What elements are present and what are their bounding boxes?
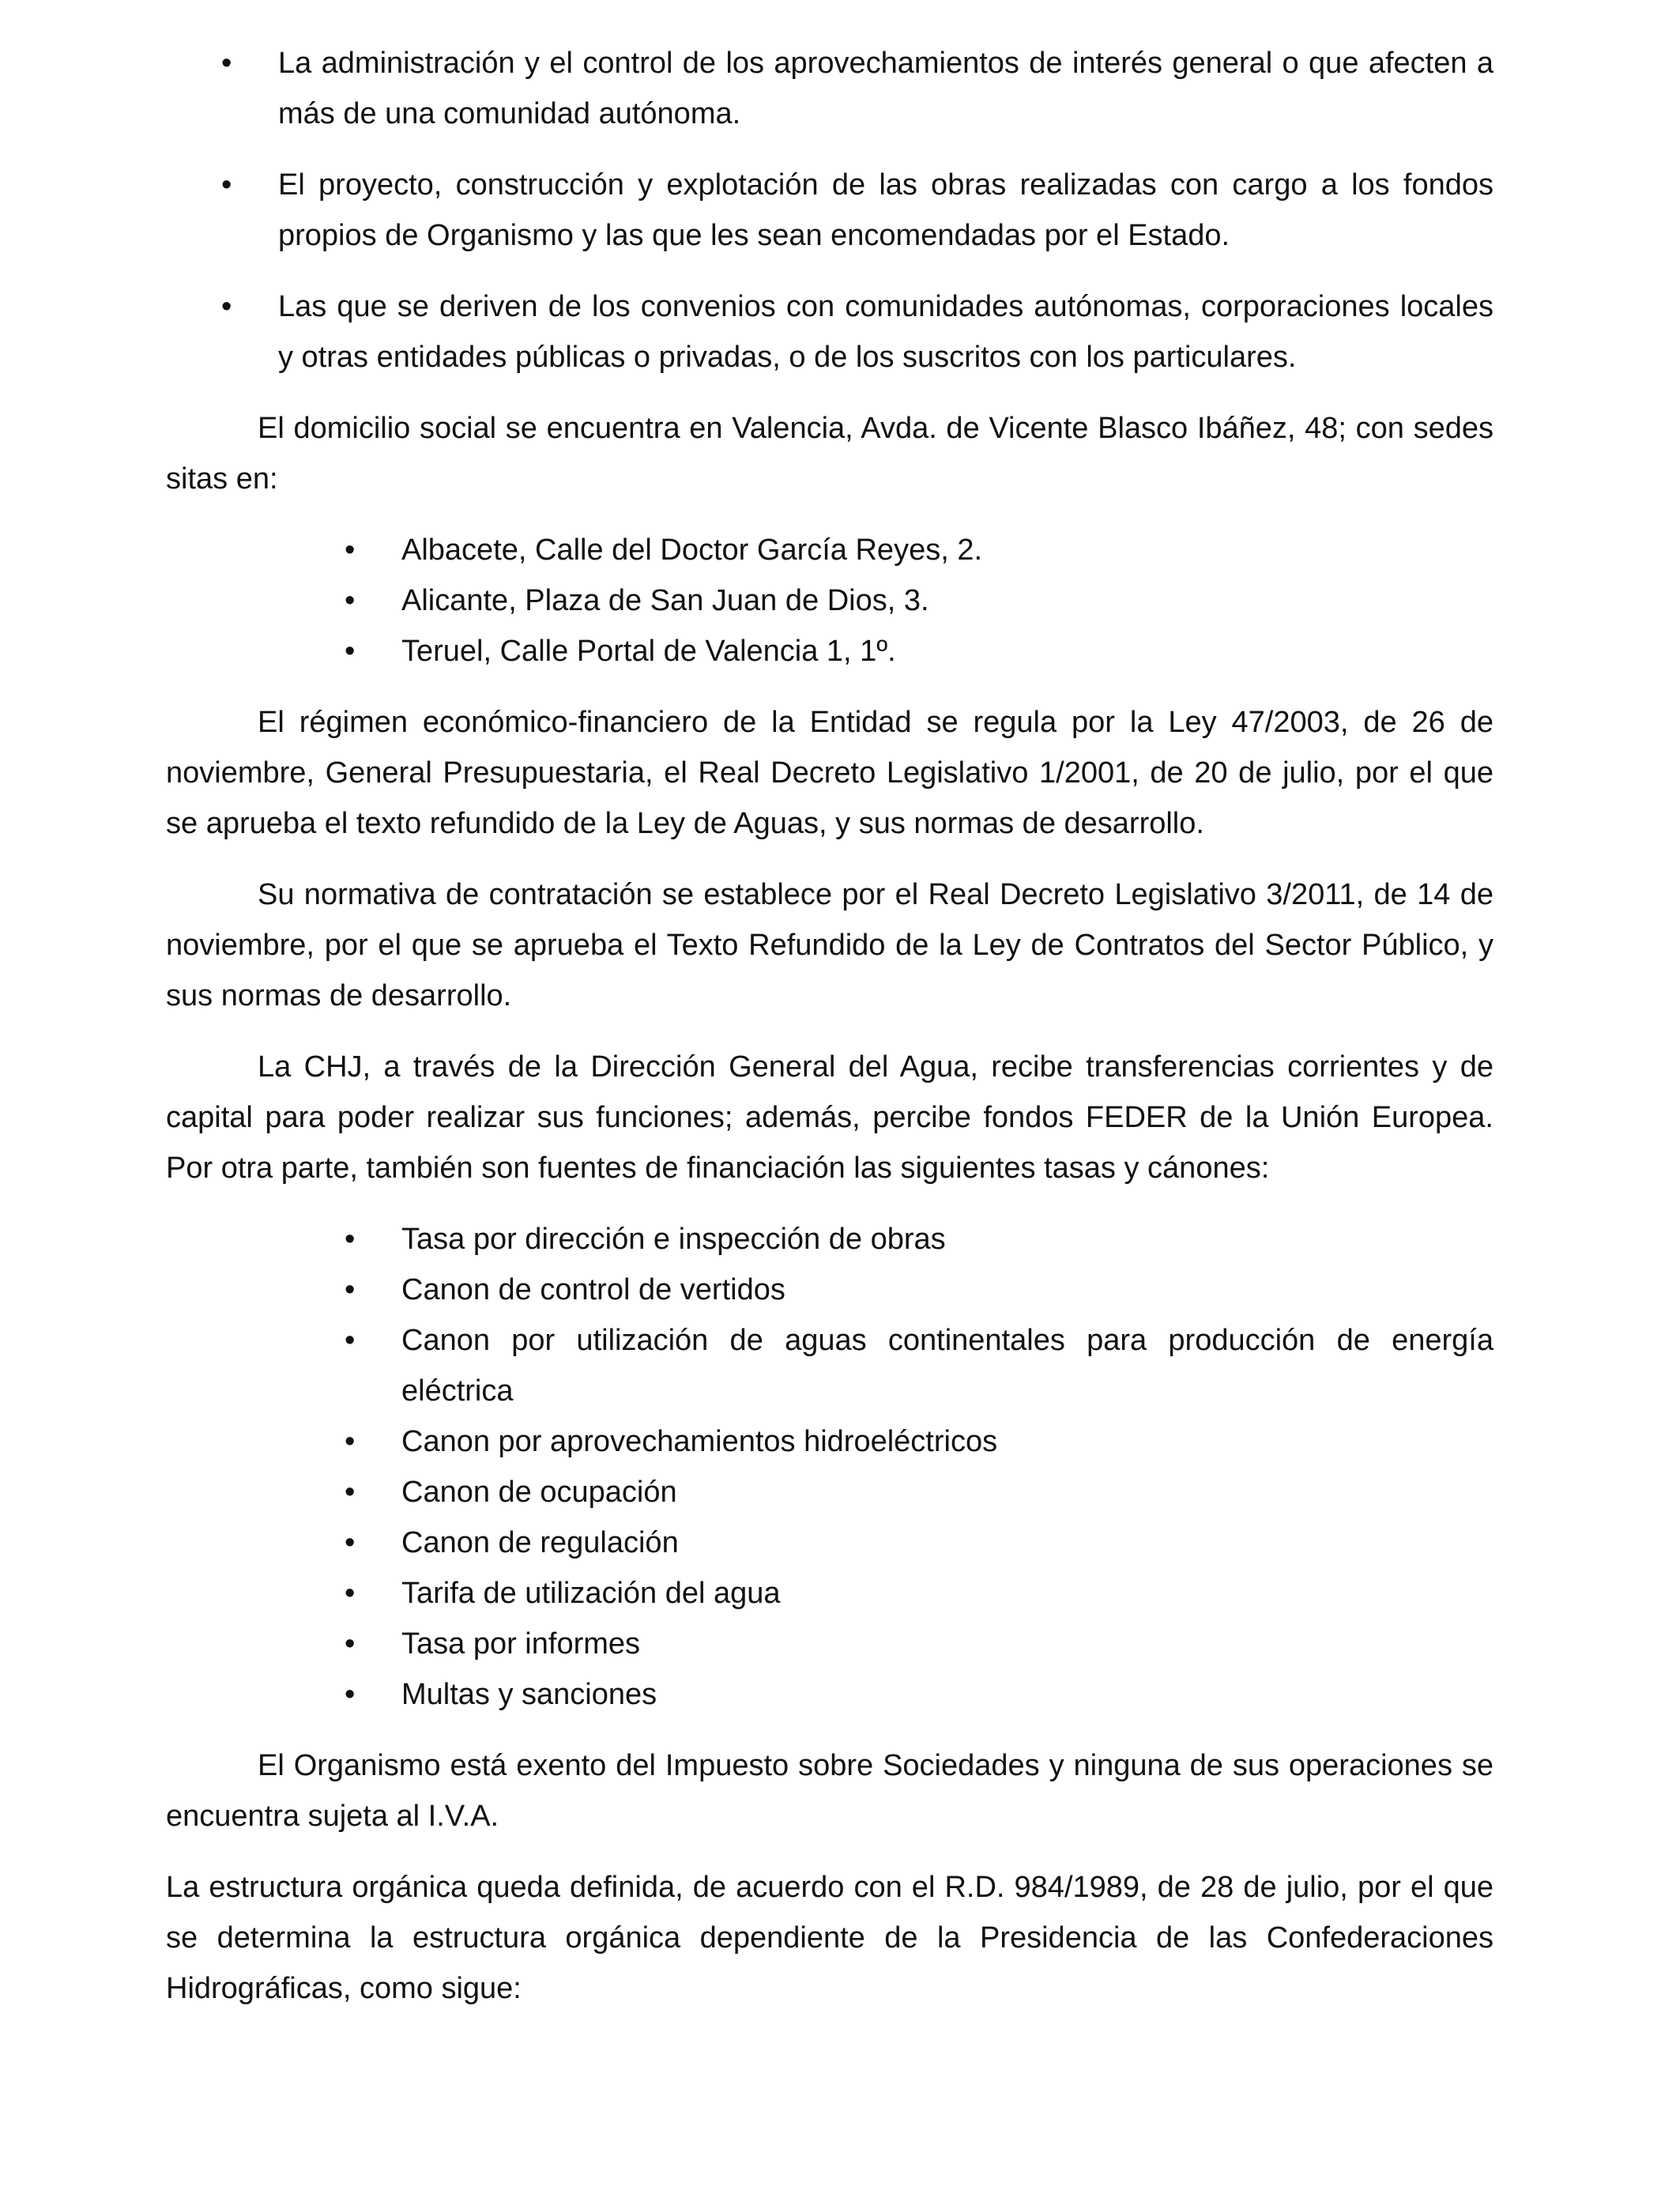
domicilio-paragraph: El domicilio social se encuentra en Valencia, Avda. de Vicente Blasco Ibáñez, 48; con sedes sitas en: xyxy=(166,412,1494,496)
list-item: • Alicante, Plaza de San Juan de Dios, 3. xyxy=(166,575,1494,626)
list-item: • Canon por aprovechamientos hidroeléctricos xyxy=(166,1416,1494,1467)
list-item: • Albacete, Calle del Doctor García Reyes, 2. xyxy=(166,525,1494,575)
list-item: • Tasa por dirección e inspección de obras xyxy=(166,1214,1494,1265)
list-item: • Canon de ocupación xyxy=(166,1467,1494,1517)
list-item: • Canon de regulación xyxy=(166,1517,1494,1568)
list-item: • Multas y sanciones xyxy=(166,1669,1494,1720)
exento-paragraph: El Organismo está exento del Impuesto sobre Sociedades y ninguna de sus operaciones se encuentra sujeta al I.V.A. xyxy=(166,1749,1494,1833)
tasas-list xyxy=(166,1214,1494,1720)
list-item: • Canon por utilización de aguas continentales para producción de energía eléctrica xyxy=(166,1315,1494,1416)
estructura-paragraph: La estructura orgánica queda definida, de acuerdo con el R.D. 984/1989, de 28 de julio, por el que se determina la estructura orgánica dependiente de la Presidencia de las Confederaciones Hidrográficas, como sigue: xyxy=(166,1871,1494,2005)
contratacion-paragraph: Su normativa de contratación se establece por el Real Decreto Legislativo 3/2011, de 14 de noviembre, por el que se aprueba el Texto Refundido de la Ley de Contratos del Sector Público, y sus normas de desarrollo. xyxy=(166,878,1494,1012)
financiacion-paragraph: La CHJ, a través de la Dirección General del Agua, recibe transferencias corrientes y de capital para poder realizar sus funciones; además, percibe fondos FEDER de la Unión Europea. Por otra parte, también son fuentes de financiación las siguientes tasas y cánones: xyxy=(166,1050,1494,1185)
list-item: • Tarifa de utilización del agua xyxy=(166,1568,1494,1619)
list-item: • La administración y el control de los aprovechamientos de interés general o que afecten a más de una comunidad autónoma. xyxy=(166,38,1494,139)
functions-list xyxy=(166,38,1494,383)
list-item: • Tasa por informes xyxy=(166,1619,1494,1669)
document-page xyxy=(166,38,1494,2014)
list-item: • El proyecto, construcción y explotación de las obras realizadas con cargo a los fondos propios de Organismo y las que les sean encomendadas por el Estado. xyxy=(166,160,1494,261)
list-item: • Canon de control de vertidos xyxy=(166,1265,1494,1315)
list-item: • Las que se deriven de los convenios con comunidades autónomas, corporaciones locales y otras entidades públicas o privadas, o de los suscritos con los particulares. xyxy=(166,281,1494,383)
regimen-paragraph: El régimen económico-financiero de la Entidad se regula por la Ley 47/2003, de 26 de noviembre, General Presupuestaria, el Real Decreto Legislativo 1/2001, de 20 de julio, por el que se aprueba el texto refundido de la Ley de Aguas, y sus normas de desarrollo. xyxy=(166,706,1494,840)
sedes-list xyxy=(166,525,1494,677)
list-item: • Teruel, Calle Portal de Valencia 1, 1º. xyxy=(166,626,1494,677)
